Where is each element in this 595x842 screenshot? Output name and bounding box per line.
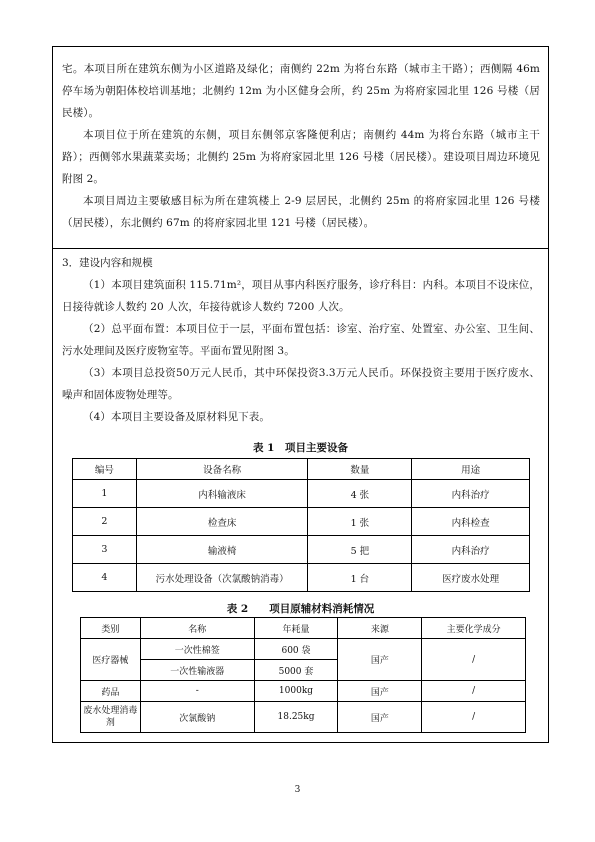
paragraph-project-location: 本项目位于所在建筑的东侧，项目东侧邻京客隆便利店；南侧约 44m 为将台东路（城市主干路）；西侧邻水果蔬菜卖场；北侧约 25m 为将府家园北里 126 号楼（居民楼）。建设项目周边环境见附图 2。 [62,129,540,185]
paragraph-layout: （2）总平面布置：本项目位于一层，平面布置包括：诊室、治疗室、处置室、办公室、卫生间、污水处理间及医疗废物室等。平面布置见附图 3。 [62,323,540,357]
table-row [81,702,526,733]
paragraph-area: （1）本项目建筑面积 115.71m²，项目从事内科医疗服务，诊疗科目：内科。本项目不设床位，日接待就诊人数约 20 人次，年接待就诊人数约 7200 人次。 [62,279,540,313]
table2-caption: 表 2 项目原辅材料消耗情况 [226,603,375,615]
table-header-cell: 名称 [140,618,254,639]
table-cell: 内科治疗 [412,536,530,564]
table-row [81,639,526,660]
table-cell: 次氯酸钠 [140,702,254,733]
table-cell: 600 袋 [254,639,338,660]
paragraph-surroundings-cont: 宅。本项目所在建筑东侧为小区道路及绿化；南侧约 22m 为将台东路（城市主干路）；西侧隔 46m 停车场为朝阳体校培训基地；北侧约 12m 为小区健身会所，约 25m 为将府家园北里 126 号楼（居民楼）。 [62,63,540,119]
table-cell: 4 张 [308,480,412,508]
table-cell: 药品 [81,681,141,702]
table-header-cell: 数量 [308,459,412,480]
section-divider [52,248,549,249]
table-row [73,536,530,564]
table-header-row [73,459,530,480]
materials-table [80,617,526,733]
table-header-cell: 编号 [73,459,137,480]
table-row [73,508,530,536]
table-cell: / [422,681,526,702]
table-cell: / [422,702,526,733]
paragraph-equipment-intro: （4）本项目主要设备及原材料见下表。 [83,411,270,423]
table-row [73,564,530,592]
table-cell: 18.25kg [254,702,338,733]
table-cell: 1 台 [308,564,412,592]
table-cell: 污水处理设备（次氯酸钠消毒） [136,564,308,592]
table-cell: 国产 [338,702,422,733]
table1-caption: 表 1 项目主要设备 [253,442,348,454]
table-cell: 2 [73,508,137,536]
table-header-cell: 设备名称 [136,459,308,480]
page-number: 3 [294,785,301,795]
table-cell: 国产 [338,681,422,702]
table-cell: 内科治疗 [412,480,530,508]
table-cell: 1000kg [254,681,338,702]
table-cell: 医疗废水处理 [412,564,530,592]
table-cell: 内科输液床 [136,480,308,508]
table-cell: 一次性输液器 [140,660,254,681]
table-header-cell: 年耗量 [254,618,338,639]
table-cell: 1 [73,480,137,508]
table-cell: 5000 套 [254,660,338,681]
table-cell: 3 [73,536,137,564]
table-header-row [81,618,526,639]
table-header-cell: 主要化学成分 [422,618,526,639]
section-heading: 3．建设内容和规模 [62,257,153,269]
table-header-cell: 用途 [412,459,530,480]
table-cell: 废水处理消毒剂 [81,702,141,733]
table-cell: 1 张 [308,508,412,536]
table-row [81,681,526,702]
table-cell: 4 [73,564,137,592]
paragraph-investment: （3）本项目总投资50万元人民币，其中环保投资3.3万元人民币。环保投资主要用于医疗废水、噪声和固体废物处理等。 [62,367,540,401]
table-cell-source: 国产 [338,639,422,681]
table-cell: 输液椅 [136,536,308,564]
table-cell: 检查床 [136,508,308,536]
table-row [73,480,530,508]
table-header-cell: 类别 [81,618,141,639]
table-cell: 内科检查 [412,508,530,536]
paragraph-sensitive-targets: 本项目周边主要敏感目标为所在建筑楼上 2-9 层居民，北侧约 25m 的将府家园北里 126 号楼（居民楼），东北侧约 67m 的将府家园北里 121 号楼（居民楼）。 [62,195,540,229]
table-cell: - [140,681,254,702]
table-cell: 5 把 [308,536,412,564]
table-cell: 一次性棉签 [140,639,254,660]
table-cell-chem: / [422,639,526,681]
table-header-cell: 来源 [338,618,422,639]
equipment-table [72,458,530,592]
table-cell-category: 医疗器械 [81,639,141,681]
